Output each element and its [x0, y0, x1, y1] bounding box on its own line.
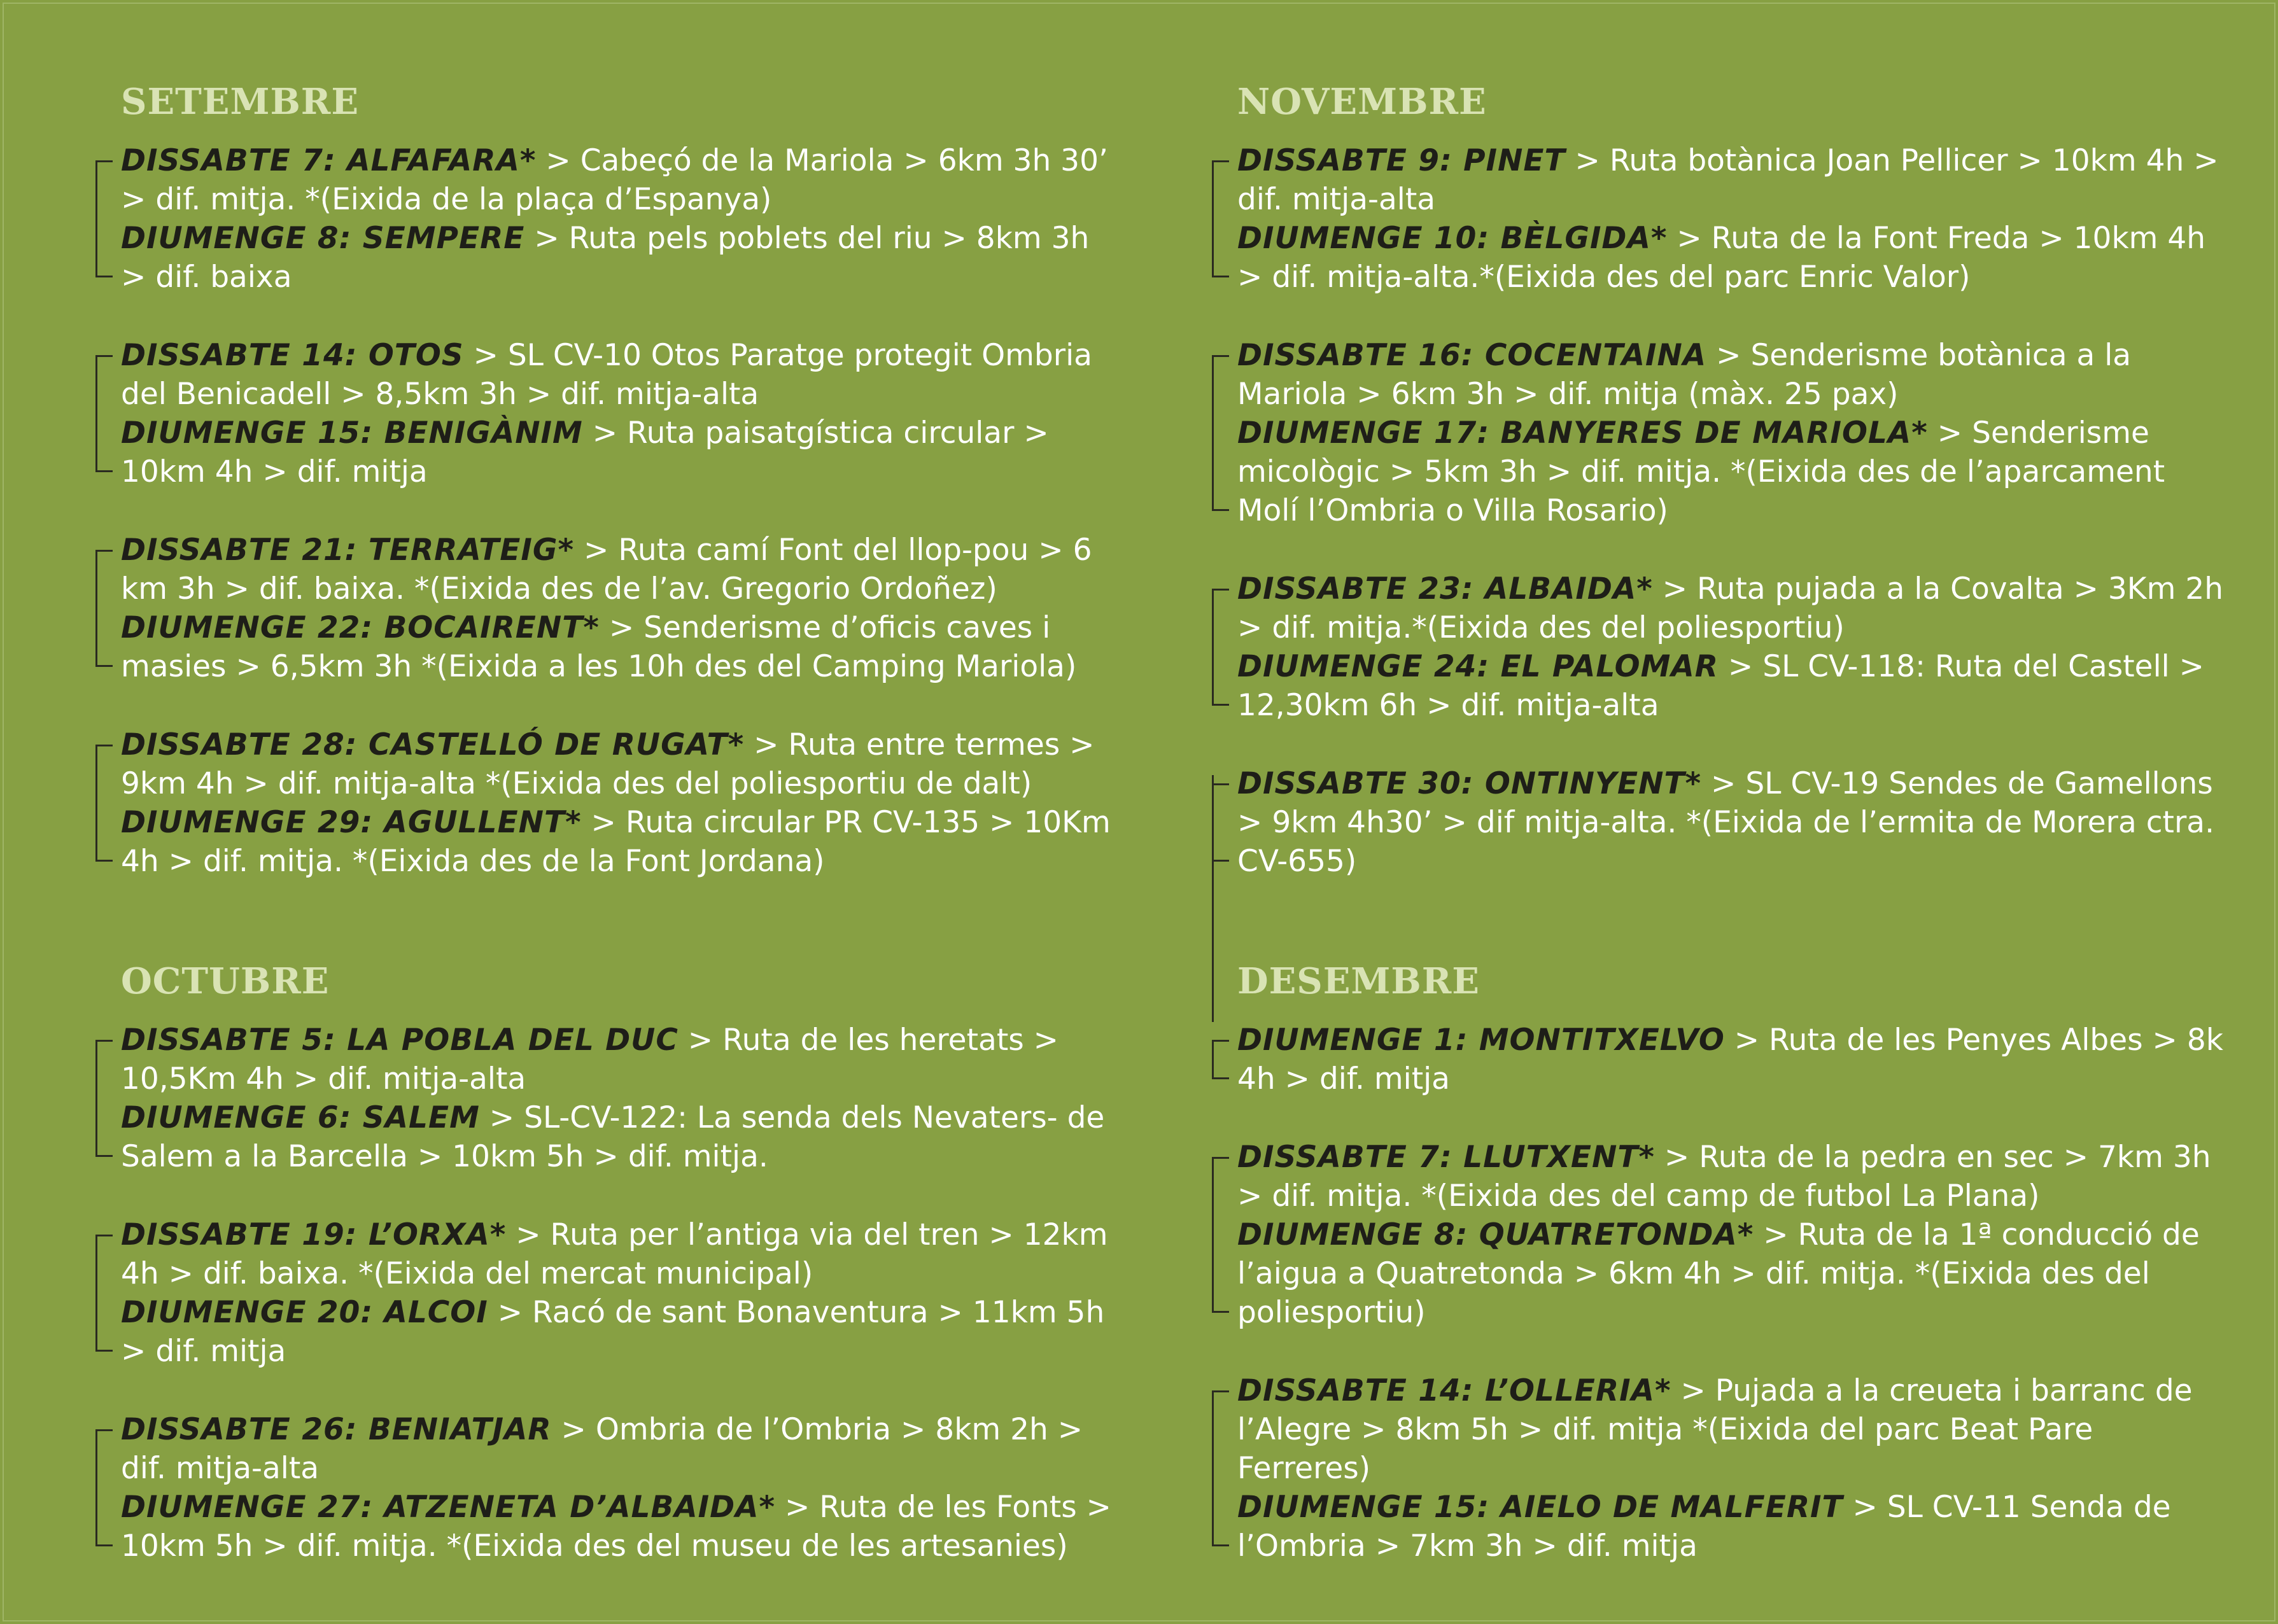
event-details: > SL CV-11 Senda de l’Ombria > 7km 3h > dif. mitja [1237, 1490, 2171, 1564]
event-details: > Racó de sant Bonaventura > 11km 5h > dif. mitja [121, 1295, 1105, 1369]
event-group [1237, 141, 2230, 297]
event-entry [1237, 219, 2230, 297]
event-entry [121, 1021, 1114, 1098]
event-details: > Ruta de la 1ª conducció de l’aigua a Quatretonda > 6km 4h > dif. mitja. *(Eixida des del poliesportiu) [1237, 1217, 2200, 1330]
event-date-place: DIUMENGE 10: BÈLGIDA* [1237, 221, 1668, 256]
event-group [121, 1215, 1114, 1371]
event-details: > Ruta circular PR CV-135 > 10Km 4h > dif. mitja. *(Eixida des de la Font Jordana) [121, 805, 1111, 879]
event-date-place: DIUMENGE 6: SALEM [121, 1100, 480, 1135]
right-column [1237, 76, 2230, 1605]
event-date-place: DISSABTE 5: LA POBLA DEL DUC [121, 1023, 678, 1058]
event-entry [1237, 764, 2230, 881]
event-date-place: DIUMENGE 22: BOCAIRENT* [121, 610, 600, 645]
event-entry [121, 1098, 1114, 1176]
event-date-place: DIUMENGE 20: ALCOI [121, 1295, 488, 1330]
event-group [1237, 1138, 2230, 1332]
event-details: > Pujada a la creueta i barranc de l’Alegre > 8km 5h > dif. mitja *(Eixida del parc Beat Pare Ferreres) [1237, 1373, 2193, 1486]
event-entry [121, 531, 1114, 608]
month-heading-novembre: NOVEMBRE [1237, 81, 1487, 123]
event-details: > Ruta entre termes > 9km 4h > dif. mitja-alta *(Eixida des del poliesportiu de dalt) [121, 727, 1095, 801]
event-details: > Ruta de les Penyes Albes > 8k 4h > dif. mitja [1237, 1023, 2223, 1096]
event-entry [121, 1215, 1114, 1293]
event-entry [121, 414, 1114, 491]
event-date-place: DISSABTE 28: CASTELLÓ DE RUGAT* [121, 727, 745, 762]
event-entry [121, 608, 1114, 686]
event-details: > Ruta de la pedra en sec > 7km 3h > dif. mitja. *(Eixida des del camp de futbol La Plana) [1237, 1140, 2211, 1214]
event-details: > Ombria de l’Ombria > 8km 2h > dif. mitja-alta [121, 1412, 1083, 1486]
event-details: > Ruta pujada a la Covalta > 3Km 2h > dif. mitja.*(Eixida des del poliesportiu) [1237, 571, 2224, 645]
event-date-place: DIUMENGE 17: BANYERES DE MARIOLA* [1237, 416, 1928, 451]
event-entry [121, 336, 1114, 414]
event-group [121, 336, 1114, 491]
event-entry [1237, 141, 2230, 219]
bracket-connector-line [1212, 775, 1214, 1022]
event-details: > Ruta botànica Joan Pellicer > 10km 4h > dif. mitja-alta [1237, 143, 2219, 217]
event-entry [121, 219, 1114, 297]
event-date-place: DISSABTE 30: ONTINYENT* [1237, 766, 1702, 801]
event-entry [1237, 647, 2230, 725]
event-group [121, 1021, 1114, 1176]
event-details: > SL CV-118: Ruta del Castell > 12,30km 6h > dif. mitja-alta [1237, 649, 2204, 723]
event-entry [121, 1410, 1114, 1488]
event-group [121, 725, 1114, 881]
event-details: > SL-CV-122: La senda dels Nevaters- de Salem a la Barcella > 10km 5h > dif. mitja. [121, 1100, 1105, 1174]
event-date-place: DISSABTE 14: L’OLLERIA* [1237, 1373, 1671, 1408]
event-details: > Senderisme botànica a la Mariola > 6km 3h > dif. mitja (màx. 25 pax) [1237, 338, 2132, 412]
event-date-place: DIUMENGE 24: EL PALOMAR [1237, 649, 1719, 684]
event-date-place: DISSABTE 14: OTOS [121, 338, 464, 373]
event-date-place: DISSABTE 26: BENIATJAR [121, 1412, 552, 1447]
event-date-place: DISSABTE 21: TERRATEIG* [121, 533, 575, 568]
event-date-place: DISSABTE 7: ALFAFARA* [121, 143, 537, 178]
event-details: > SL CV-19 Sendes de Gamellons > 9km 4h30’ > dif mitja-alta. *(Eixida de l’ermita de Morera ctra. CV-655) [1237, 766, 2215, 879]
event-entry [121, 803, 1114, 881]
event-entry [1237, 570, 2230, 647]
event-entry [1237, 1215, 2230, 1332]
event-entry [121, 1488, 1114, 1565]
event-entry [1237, 1138, 2230, 1215]
event-group [1237, 336, 2230, 530]
event-group [121, 1410, 1114, 1565]
event-date-place: DISSABTE 7: LLUTXENT* [1237, 1140, 1655, 1175]
event-entry [1237, 336, 2230, 414]
event-date-place: DIUMENGE 29: AGULLENT* [121, 805, 582, 840]
event-date-place: DIUMENGE 8: QUATRETONDA* [1237, 1217, 1754, 1252]
event-date-place: DISSABTE 9: PINET [1237, 143, 1566, 178]
event-group [1237, 570, 2230, 725]
event-entry [1237, 1371, 2230, 1488]
event-date-place: DISSABTE 16: COCENTAINA [1237, 338, 1707, 373]
month-heading-setembre: SETEMBRE [121, 81, 360, 123]
event-date-place: DISSABTE 19: L’ORXA* [121, 1217, 507, 1252]
event-details: > Ruta pels poblets del riu > 8km 3h > dif. baixa [121, 221, 1090, 295]
event-entry [1237, 1021, 2230, 1098]
event-date-place: DISSABTE 23: ALBAIDA* [1237, 571, 1653, 606]
month-heading-octubre: OCTUBRE [121, 960, 330, 1002]
event-details: > Ruta de les heretats > 10,5Km 4h > dif. mitja-alta [121, 1023, 1059, 1096]
event-entry [1237, 414, 2230, 530]
event-details: > Ruta per l’antiga via del tren > 12km 4h > dif. baixa. *(Eixida del mercat municipal) [121, 1217, 1108, 1291]
month-heading-desembre: DESEMBRE [1237, 960, 1480, 1002]
event-entry [1237, 1488, 2230, 1565]
event-date-place: DIUMENGE 15: AIELO DE MALFERIT [1237, 1490, 1843, 1525]
event-details: > Senderisme d’oficis caves i masies > 6,5km 3h *(Eixida a les 10h des del Camping Mariola) [121, 610, 1077, 684]
event-group [1237, 1021, 2230, 1098]
event-entry [121, 141, 1114, 219]
event-details: > Ruta de la Font Freda > 10km 4h > dif. mitja-alta.*(Eixida des del parc Enric Valor) [1237, 221, 2206, 295]
event-details: > Cabeçó de la Mariola > 6km 3h 30’ > dif. mitja. *(Eixida de la plaça d’Espanya) [121, 143, 1108, 217]
event-details: > Ruta camí Font del llop-pou > 6 km 3h > dif. baixa. *(Eixida des de l’av. Gregorio Ordoñez) [121, 533, 1092, 606]
event-entry [121, 725, 1114, 803]
event-group [1237, 1371, 2230, 1565]
event-date-place: DIUMENGE 1: MONTITXELVO [1237, 1023, 1725, 1058]
event-date-place: DIUMENGE 8: SEMPERE [121, 221, 525, 256]
event-details: > Ruta de les Fonts > 10km 5h > dif. mitja. *(Eixida des del museu de les artesanies) [121, 1490, 1112, 1564]
event-group [121, 141, 1114, 297]
event-details: > Ruta paisatgística circular > 10km 4h > dif. mitja [121, 416, 1049, 489]
event-group [121, 531, 1114, 686]
event-date-place: DIUMENGE 27: ATZENETA D’ALBAIDA* [121, 1490, 776, 1525]
left-column [121, 76, 1114, 1605]
event-details: > SL CV-10 Otos Paratge protegit Ombria del Benicadell > 8,5km 3h > dif. mitja-alta [121, 338, 1092, 412]
event-details: > Senderisme micològic > 5km 3h > dif. mitja. *(Eixida des de l’aparcament Molí l’Ombria o Villa Rosario) [1237, 416, 2165, 528]
event-entry [121, 1293, 1114, 1371]
event-group [1237, 764, 2230, 881]
event-date-place: DIUMENGE 15: BENIGÀNIM [121, 416, 583, 451]
